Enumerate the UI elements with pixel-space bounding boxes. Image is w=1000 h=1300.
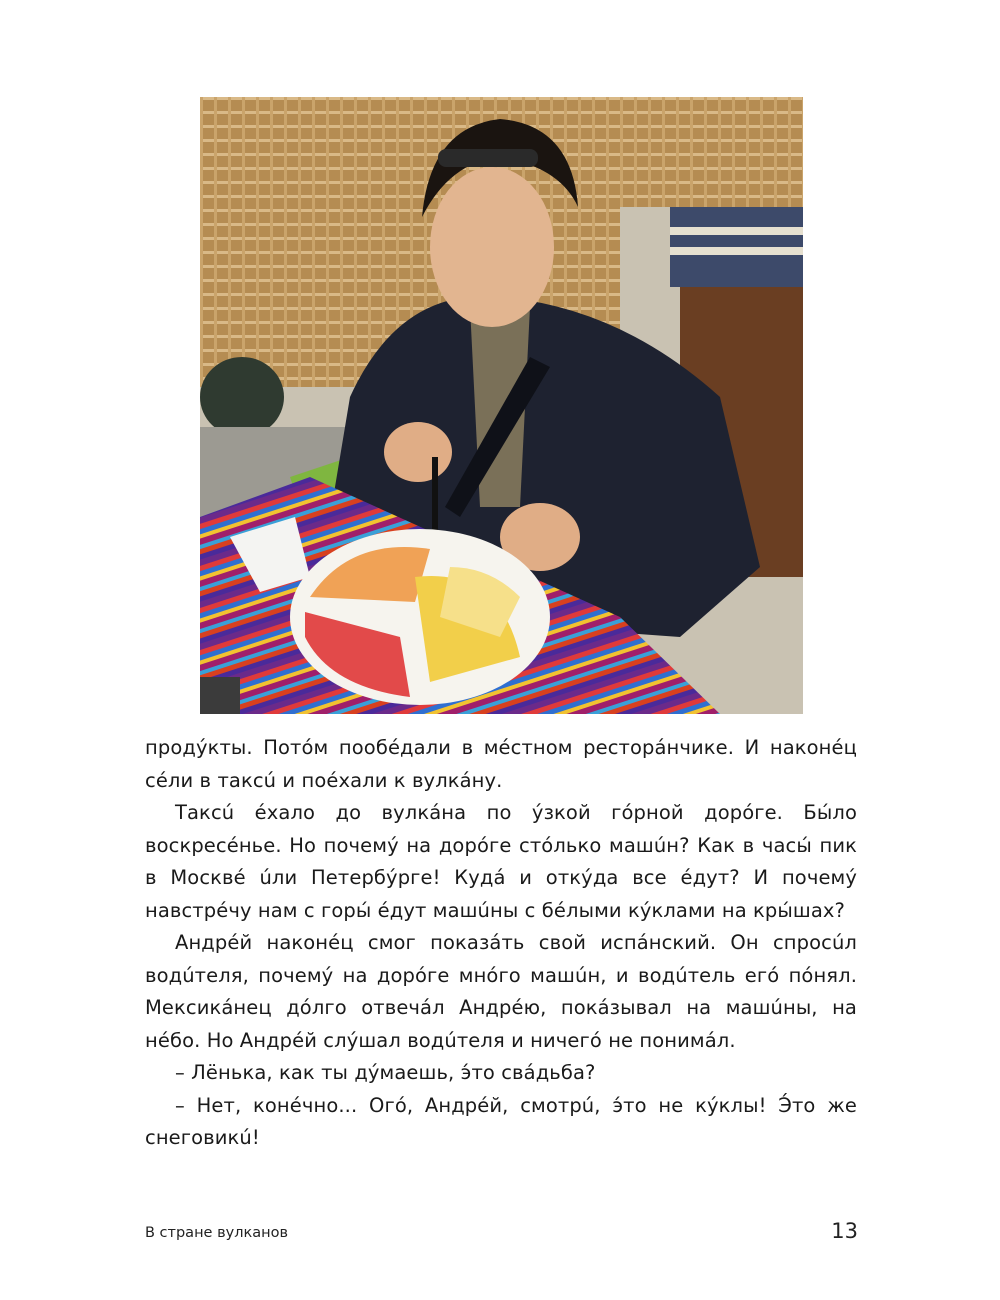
page-number: 13 [831, 1219, 858, 1243]
paragraph-2: Таксú éхало до вулкáна по ýзкой гóрной дорóге. Бы́ло воскресéнье. Но почемý на дорóге стóлько машúн? Как в часы́ пик в Москвé úли Петербýрге! Кудá и откýда все éдут? И почемý навстрéчу нам с горы́ éдут машúны с бéлыми кýклами на кры́шах? [145, 801, 857, 922]
paragraph-1: продýкты. Потóм пообéдали в мéстном ресторáнчике. И наконéц сéли в таксú и поéхали к вулкáну. [145, 736, 857, 792]
photo-man-eating-fruit [200, 97, 803, 714]
dialogue-line-1: – Лёнька, как ты дýмаешь, э́то свáдьба? [175, 1061, 596, 1084]
body-text [145, 732, 857, 1155]
dialogue-line-2: – Нет, конéчно... Огó, Андрéй, смотрú, э́то не кýклы! Э́то же снеговикú! [145, 1093, 857, 1149]
paragraph-3: Андрéй наконéц смог показáть свой испáнский. Он спросúл водúтеля, почемý на дорóге мнóго машúн, и водúтель егó пóнял. Мексикáнец дóлго отвечáл Андрéю, покáзывал на машúны, на нéбо. Но Андрéй слýшал водúтеля и ничегó не понимáл. [145, 931, 857, 1052]
running-footer-title: В стране вулканов [145, 1225, 289, 1241]
